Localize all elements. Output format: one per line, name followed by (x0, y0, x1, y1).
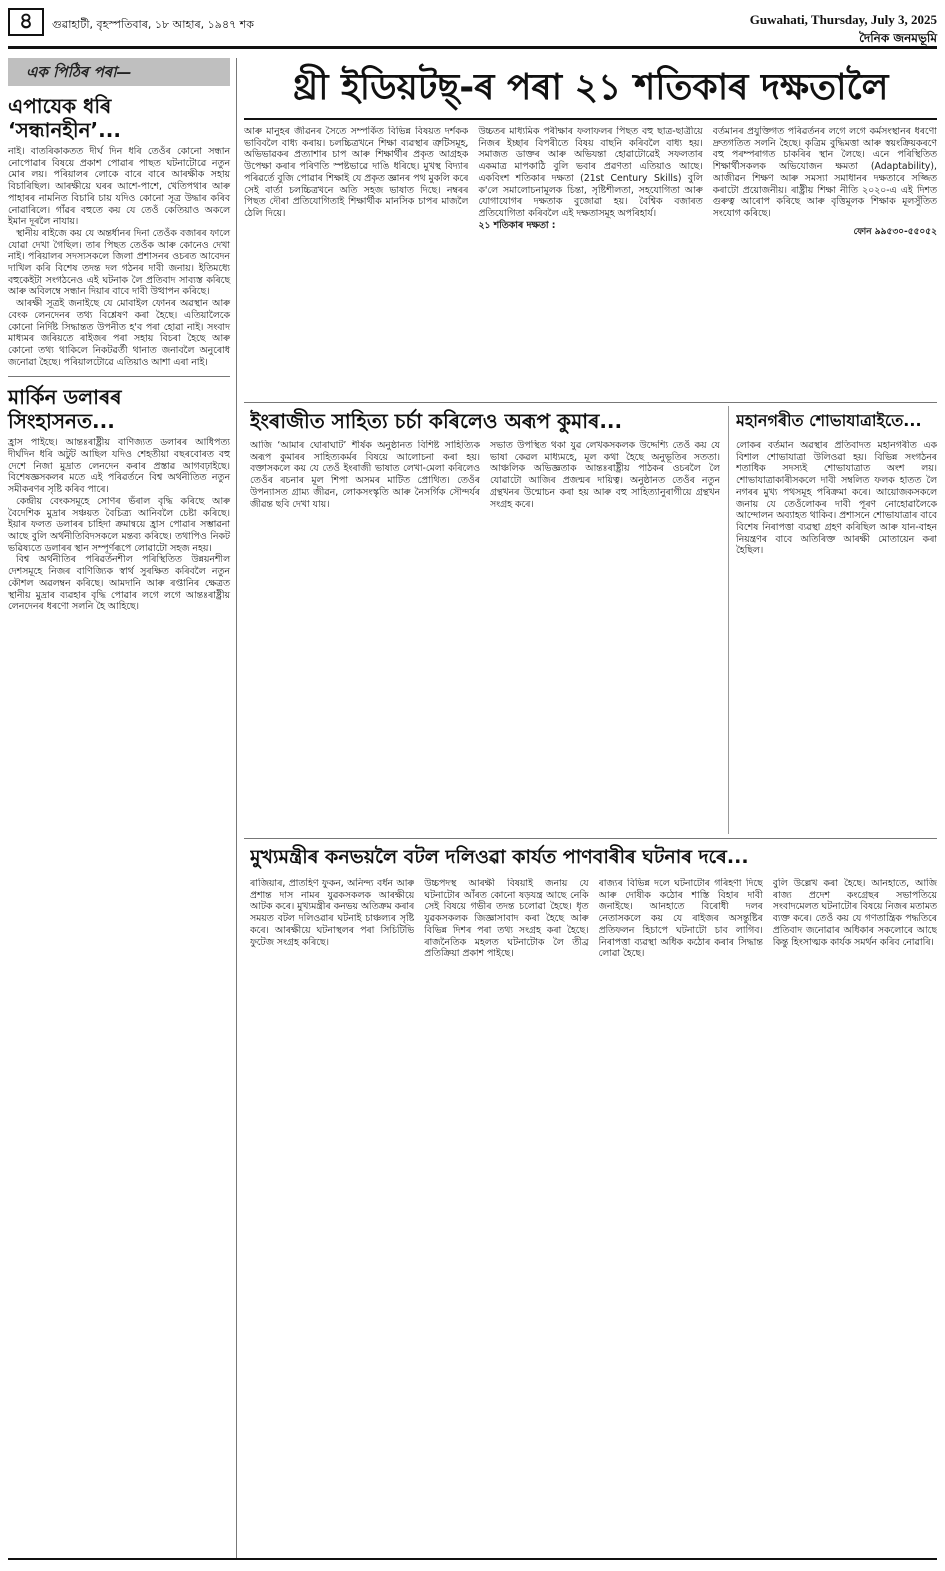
convoy-column: উচ্চপদস্থ আৰক্ষী বিষয়াই জনায় যে ঘটনাটোৰ আঁৰত কোনো ষড়যন্ত্ৰ আছে নেকি সেই বিষয়ে গভীৰ তদন্ত চলোৱা হৈছে। ধৃত যুৱকসকলক জিজ্ঞাসাবাদ কৰা হৈছে আৰু বিভিন্ন দিশৰ পৰা তথ্য সংগ্ৰহ কৰা হৈছে। ৰাজনৈতিক মহলত ঘটনাটোক লৈ তীব্ৰ প্ৰতিক্ৰিয়া প্ৰকাশ পাইছে। (424, 878, 589, 960)
paragraph: বিশ্ব অৰ্থনীতিৰ পৰিৱৰ্তনশীল পৰিস্থিতিত উন্নয়নশীল দেশসমূহে নিজৰ বাণিজ্যিক স্বাৰ্থ সুৰক্ষিত কৰিবলৈ নতুন কৌশল অৱলম্বন কৰিছে। আমদানি আৰু ৰপ্তানিৰ ক্ষেত্ৰত স্থানীয় মুদ্ৰাৰ ব্যৱহাৰ বৃদ্ধি পোৱাৰ লগে লগে আন্তঃৰাষ্ট্ৰীয় লেনদেনৰ ধৰণো সলনি হৈ আহিছে। (8, 554, 230, 613)
header-rule (8, 46, 937, 49)
divider (244, 402, 937, 403)
main-story-column (713, 126, 937, 396)
newspaper-name: দৈনিক জনমভূমি (859, 31, 937, 45)
main-story-column (478, 126, 702, 396)
convoy-column: বুলি উল্লেখ কৰা হৈছে। আনহাতে, আজি ৰাজ্য প্ৰদেশ কংগ্ৰেছৰ সভাপতিয়ে সংবাদমেলত ঘটনাটোৰ বিষয়ে নিজৰ মতামত ব্যক্ত কৰে। তেওঁ কয় যে গণতান্ত্ৰিক পদ্ধতিৰে প্ৰতিবাদ জনোৱাৰ অধিকাৰ সকলোৰে আছে কিন্তু হিংসাত্মক কাৰ্যক সমৰ্থন কৰিব নোৱাৰি। (772, 878, 937, 948)
shobhajatra-story-body (736, 440, 937, 832)
paragraph: নাই। বাতৰিকাকতত দীৰ্ঘ দিন ধৰি তেওঁৰ কোনো সন্ধান নোপোৱাৰ বিষয়ে প্ৰকাশ পোৱাৰ পাছত ঘটনাটোৱে নতুন মোৰ লয়। পৰিয়ালৰ লোকে বাৰে বাৰে আৰক্ষীক সহায় বিচাৰিছিল। আৰক্ষীয়ে ঘৰৰ আশে-পাশে, খেতিপথাৰ আৰু পাহাৰৰ নামনিত বিচাৰি চায় যদিও কোনো সূত্ৰ উদ্ধাৰ কৰিব নোৱাৰিলে। গাঁৱৰ বহুতে কয় যে তেওঁ কেতিয়াও অকলে ইমান দূৰলৈ নাযায়। (8, 146, 230, 228)
paragraph: স্থানীয় ৰাইজে কয় যে অন্তৰ্ধানৰ দিনা তেওঁক বজাৰৰ ফালে যোৱা দেখা গৈছিল। তাৰ পিছত তেওঁক আৰু কোনেও দেখা নাই। পৰিয়ালৰ সদস্যসকলে জিলা প্ৰশাসনৰ ওচৰত আবেদন দাখিল কৰি বিশেষ তদন্ত দল গঠনৰ দাবী জনায়। ইতিমধ্যে বহুকেইটা সংগঠনেও এই ঘটনাক লৈ প্ৰতিবাদ সাব্যস্ত কৰিছে আৰু অবিলম্বে সন্ধান দিয়াৰ বাবে দাবী উত্থাপন কৰিছে। (8, 227, 230, 298)
story-body-sandhanhin (8, 146, 230, 368)
main-headline-rule (244, 118, 937, 120)
date-assamese: গুৱাহাটী, বৃহস্পতিবাৰ, ১৮ আহাৰ, ১৯৪৭ শক (52, 18, 254, 31)
date-english: Guwahati, Thursday, July 3, 2025 (749, 12, 937, 27)
headline-convoy: মুখ্যমন্ত্ৰীৰ কনভয়লৈ বটল দলিওৱা কাৰ্যত পাণবাৰীৰ ঘটনাৰ দৰে... (250, 846, 749, 868)
headline-sahitya: ইংৰাজীত সাহিত্য চৰ্চা কৰিলেও অৰূপ কুমাৰ... (250, 409, 623, 433)
page-number: ৪ (8, 8, 44, 36)
convoy-story-body (250, 878, 937, 1552)
section-marker: ২১ শতিকাৰ দক্ষতা : (478, 219, 556, 231)
divider (8, 376, 230, 377)
story-headline-dollar: মাৰ্কিন ডলাৰৰ সিংহাসনত... (8, 385, 122, 434)
section-label: এক পিঠিৰ পৰা— (8, 58, 230, 86)
sahitya-column: সভাত উপস্থিত থকা যুৱ লেখকসকলক উদ্দেশ্যি তেওঁ কয় যে ভাষা কেৱল মাধ্যমহে, মূল কথা হৈছে অনুভূতিৰ সততা। আঞ্চলিক অভিজ্ঞতাক আন্তঃৰাষ্ট্ৰীয় পাঠকৰ ওচৰলৈ লৈ যোৱাটো আজিৰ প্ৰজন্মৰ দায়িত্ব। অনুষ্ঠানত তেওঁৰ নতুন গ্ৰন্থখনৰ উন্মোচন কৰা হয় আৰু বহু সাহিত্যানুৰাগীয়ে গ্ৰন্থখন সংগ্ৰহ কৰে। (490, 440, 720, 510)
column-divider (236, 58, 237, 1558)
main-story-text: উচ্চতৰ মাধ্যমিক পৰীক্ষাৰ ফলাফলৰ পিছত বহু ছাত্ৰ-ছাত্ৰীয়ে নিজৰ ইচ্ছাৰ বিপৰীতে বিষয় বাছনি কৰিবলৈ বাধ্য হয়। সমাজত ডাক্তৰ আৰু অভিযন্তা হোৱাটোৱেই সফলতাৰ একমাত্ৰ মাপকাঠি বুলি ভবাৰ প্ৰৱণতা এতিয়াও আছে। একবিংশ শতিকাৰ দক্ষতা (21st Century Skills) বুলি ক'লে সমালোচনামূলক চিন্তা, সৃষ্টিশীলতা, সহযোগিতা আৰু যোগাযোগৰ দক্ষতাক বুজোৱা হয়। বৈশ্বিক বজাৰত প্ৰতিযোগিতা কৰিবলৈ এই দক্ষতাসমূহ অপৰিহাৰ্য। (478, 126, 703, 219)
page-header (8, 8, 937, 50)
left-column (8, 58, 230, 1558)
story-headline-sandhanhin: এপাযেক ধৰি ‘সন্ধানহীন’... (8, 94, 121, 142)
convoy-column: ৰাজ্যৰ বিভিন্ন দলে ঘটনাটোৰ গৰিহণা দিছে আৰু দোষীক কঠোৰ শাস্তি বিহাৰ দাবী জনাইছে। আনহাতে বিৰোধী দলৰ নেতাসকলে কয় যে ৰাইজৰ অসন্তুষ্টিৰ প্ৰতিফলন হিচাপে ঘটনাটো চাব লাগিব। নিৰাপত্তা ব্যৱস্থা অধিক কঠোৰ কৰাৰ সিদ্ধান্ত লোৱা হৈছে। (598, 878, 763, 960)
paragraph: হ্ৰাস পাইছে। আন্তঃৰাষ্ট্ৰীয় বাণিজ্যত ডলাৰৰ আধিপত্য দীৰ্ঘদিন ধৰি অটুট আছিল যদিও শেহতীয়া বছৰবোৰত বহু দেশে নিজা মুদ্ৰাত লেনদেন কৰাৰ প্ৰস্তাৱ আগবঢ়াইছে। বিশেষজ্ঞসকলৰ মতে এই পৰিৱৰ্তনে বিশ্ব অৰ্থনীতিত নতুন সমীকৰণৰ সৃষ্টি কৰিব পাৰে। (8, 437, 230, 496)
main-story-body (244, 126, 937, 396)
main-headline: থ্ৰী ইডিয়টছ্‌-ৰ পৰা ২১ শতিকাৰ দক্ষতালৈ (292, 67, 889, 108)
main-story-column: আৰু মানুহৰ জীৱনৰ সৈতে সম্পৰ্কিত বিভিন্ন বিষয়ত দৰ্শকক ভাবিবলৈ বাধ্য কৰায়। চলচ্চিত্ৰখনে শিক্ষা ব্যৱস্থাৰ ত্ৰুটিসমূহ, অভিভাৱকৰ প্ৰত্যাশাৰ চাপ আৰু শিক্ষাৰ্থীৰ প্ৰকৃত আগ্ৰহক উপেক্ষা কৰাৰ পৰিণতি স্পষ্টভাৱে দাঙি ধৰিছে। মুখস্থ বিদ্যাৰ পৰিৱৰ্তে বুজি পোৱাৰ শিক্ষাই যে প্ৰকৃত জ্ঞানৰ পথ মুকলি কৰে সেই বাৰ্তা চলচ্চিত্ৰখনে অতি সহজ ভাষাত দিছে। নম্বৰৰ পিছত দৌৰা প্ৰতিযোগিতাই শিক্ষাৰ্থীক মানসিক চাপৰ মাজলৈ ঠেলি দিয়ে। (244, 126, 469, 219)
headline-shobhajatra: মহানগৰীত শোভাযাত্ৰাইতে... (736, 411, 922, 430)
paragraph: কেন্দ্ৰীয় বেংকসমূহে সোণৰ ভঁৰাল বৃদ্ধি কৰিছে আৰু বৈদেশিক মুদ্ৰাৰ সঞ্চয়ত বৈচিত্ৰ্য আনিবলৈ চেষ্টা কৰিছে। ইয়াৰ ফলত ডলাৰৰ চাহিদা ক্ৰমান্বয়ে হ্ৰাস পোৱাৰ সম্ভাৱনা আছে বুলি অৰ্থনীতিবিদসকলে মন্তব্য কৰিছে। তথাপিও নিকট ভৱিষ্যতে ডলাৰৰ স্থান সম্পূৰ্ণৰূপে লোৱাটো সহজ নহয়। (8, 495, 230, 554)
paragraph: আৰক্ষী সূত্ৰই জনাইছে যে মোবাইল ফোনৰ অৱস্থান আৰু বেংক লেনদেনৰ তথ্য বিশ্লেষণ কৰা হৈছে। এতিয়ালৈকে কোনো নিৰ্দিষ্ট সিদ্ধান্তত উপনীত হ'ব পৰা হোৱা নাই। সংবাদ মাধ্যমৰ জৰিয়তে ৰাইজৰ পৰা সহায় বিচৰা হৈছে আৰু কোনো তথ্য থাকিলে নিকটৱৰ্তী থানাত জনাবলৈ অনুৰোধ জনোৱা হৈছে। পৰিয়ালটোৱে এতিয়াও আশা এৰা নাই। (8, 298, 230, 368)
divider (244, 838, 937, 839)
shobhajatra-text: লোকৰ বৰ্তমান অৱস্থাৰ প্ৰতিবাদত মহানগৰীত এক বিশাল শোভাযাত্ৰা উলিওৱা হয়। বিভিন্ন সংগঠনৰ শতাধিক সদস্যই শোভাযাত্ৰাত অংশ লয়। শোভাযাত্ৰাকাৰীসকলে দাবী সম্বলিত ফলক হাতত লৈ নগৰৰ মুখ্য পথসমূহ পৰিক্ৰমা কৰে। আয়োজকসকলে জনায় যে তেওঁলোকৰ দাবী পূৰণ নোহোৱালৈকে আন্দোলন অব্যাহত থাকিব। প্ৰশাসনে শোভাযাত্ৰাৰ বাবে বিশেষ নিৰাপত্তা ব্যৱস্থা গ্ৰহণ কৰিছিল আৰু যান-বাহন নিয়ন্ত্ৰণৰ বাবে অতিৰিক্ত আৰক্ষী মোতায়েন কৰা হৈছিল। (736, 440, 937, 557)
main-story-text: বৰ্তমানৰ প্ৰযুক্তিগত পৰিৱৰ্তনৰ লগে লগে কৰ্মসংস্থানৰ ধৰণো দ্ৰুতগতিত সলনি হৈছে। কৃত্ৰিম বুদ্ধিমত্তা আৰু স্বয়ংক্ৰিয়কৰণে বহু পৰম্পৰাগত চাকৰিৰ স্থান লৈছে। এনে পৰিস্থিতিত শিক্ষাৰ্থীসকলক অভিযোজন ক্ষমতা (Adaptability), আজীৱন শিক্ষণ আৰু সমস্যা সমাধানৰ দক্ষতাৰে সজ্জিত কৰাটো প্ৰয়োজনীয়। ৰাষ্ট্ৰীয় শিক্ষা নীতি ২০২০-এ এই দিশত গুৰুত্ব আৰোপ কৰিছে আৰু বৃত্তিমূলক শিক্ষাক মূলসুঁতিত সংযোগ কৰিছে। (712, 126, 937, 219)
convoy-column: ৰাজিয়াৰ, প্ৰাতহিণ ফুকন, অনিন্দ্য বৰ্ধন আৰু প্ৰশান্ত দাস নামৰ যুৱকসকলক আৰক্ষীয়ে আটক কৰে। মুখ্যমন্ত্ৰীৰ কনভয় অতিক্ৰম কৰাৰ সময়ত বটল দলিওৱাৰ ঘটনাই চাঞ্চল্যৰ সৃষ্টি কৰে। আৰক্ষীয়ে ঘটনাস্থলৰ পৰা সিচিটিভি ফুটেজ সংগ্ৰহ কৰিছে। (250, 878, 415, 948)
sahitya-column: আজি ‘আমাৰ ঘোৰাঘাট’ শীৰ্ষক অনুষ্ঠানত বিশিষ্ট সাহিত্যিক অৰূপ কুমাৰৰ সাহিত্যকৰ্মৰ বিষয়ে আলোচনা কৰা হয়। বক্তাসকলে কয় যে তেওঁ ইংৰাজী ভাষাত লেখা-মেলা কৰিলেও তেওঁৰ ৰচনাৰ মূল শিপা অসমৰ মাটিত প্ৰোথিত। তেওঁৰ উপন্যাসত গ্ৰাম্য জীৱন, লোকসংস্কৃতি আৰু নৈসৰ্গিক সৌন্দৰ্যৰ জীৱন্ত ছবি দেখা যায়। (250, 440, 480, 510)
main-byline: ফোন ৯৯৫৩০-৫৫০৫২ (853, 226, 937, 237)
story-body-dollar (8, 437, 230, 613)
bottom-rule (8, 1558, 937, 1560)
sahitya-story-body (250, 440, 720, 832)
column-divider (728, 406, 729, 834)
